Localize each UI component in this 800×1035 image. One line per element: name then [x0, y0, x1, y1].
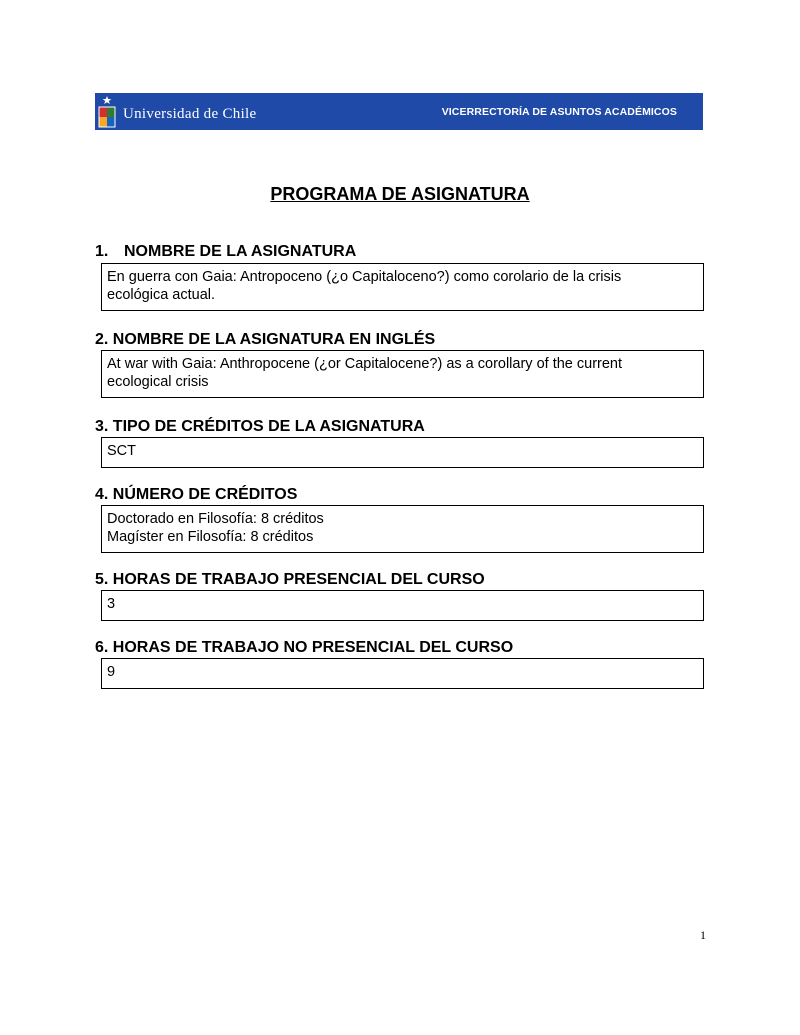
section-heading-1: [95, 243, 356, 261]
field-line: 3: [107, 596, 116, 612]
document-title: PROGRAMA DE ASIGNATURA: [270, 184, 530, 204]
field-box-5: [101, 590, 704, 621]
field-line: Doctorado en Filosofía: 8 créditos: [107, 511, 324, 527]
section-heading-5: [95, 571, 485, 589]
field-line: SCT: [107, 443, 136, 459]
section-heading-6: [95, 639, 513, 657]
field-box-3: [101, 437, 704, 468]
section-number-3: 3.: [95, 418, 109, 435]
section-number-2: 2.: [95, 331, 109, 348]
field-box-6: [101, 658, 704, 689]
section-title-1: NOMBRE DE LA ASIGNATURA: [124, 243, 357, 260]
section-title-5: HORAS DE TRABAJO PRESENCIAL DEL CURSO: [112, 571, 485, 588]
section-title-2: NOMBRE DE LA ASIGNATURA EN INGLÉS: [112, 331, 436, 348]
section-heading-2: [95, 331, 435, 349]
vicerrectoria-label: VICERRECTORÍA DE ASUNTOS ACADÉMICOS: [441, 106, 677, 118]
field-line: Magíster en Filosofía: 8 créditos: [107, 529, 314, 545]
university-name: Universidad de Chile: [123, 106, 257, 122]
field-box-2: [101, 350, 704, 398]
section-title-6: HORAS DE TRABAJO NO PRESENCIAL DEL CURSO: [112, 639, 514, 656]
field-line: 9: [107, 664, 116, 680]
section-heading-4: [95, 486, 297, 504]
page-number: 1: [700, 928, 706, 942]
field-line: En guerra con Gaia: Antropoceno (¿o Capitaloceno?) como corolario de la crisis: [107, 269, 622, 285]
field-line: ecological crisis: [107, 374, 209, 390]
section-number-4: 4.: [95, 486, 109, 503]
section-number-6: 6.: [95, 639, 109, 656]
field-line: ecológica actual.: [107, 287, 216, 303]
section-number-1: 1.: [95, 243, 109, 260]
header-banner: [95, 93, 703, 130]
section-heading-3: [95, 418, 425, 436]
section-title-3: TIPO DE CRÉDITOS DE LA ASIGNATURA: [112, 418, 425, 435]
field-line: At war with Gaia: Anthropocene (¿or Capitalocene?) as a corollary of the current: [107, 356, 623, 372]
university-seal-icon: [96, 96, 118, 129]
section-number-5: 5.: [95, 571, 109, 588]
field-box-1: [101, 263, 704, 311]
field-box-4: [101, 505, 704, 553]
section-title-4: NÚMERO DE CRÉDITOS: [112, 486, 298, 503]
